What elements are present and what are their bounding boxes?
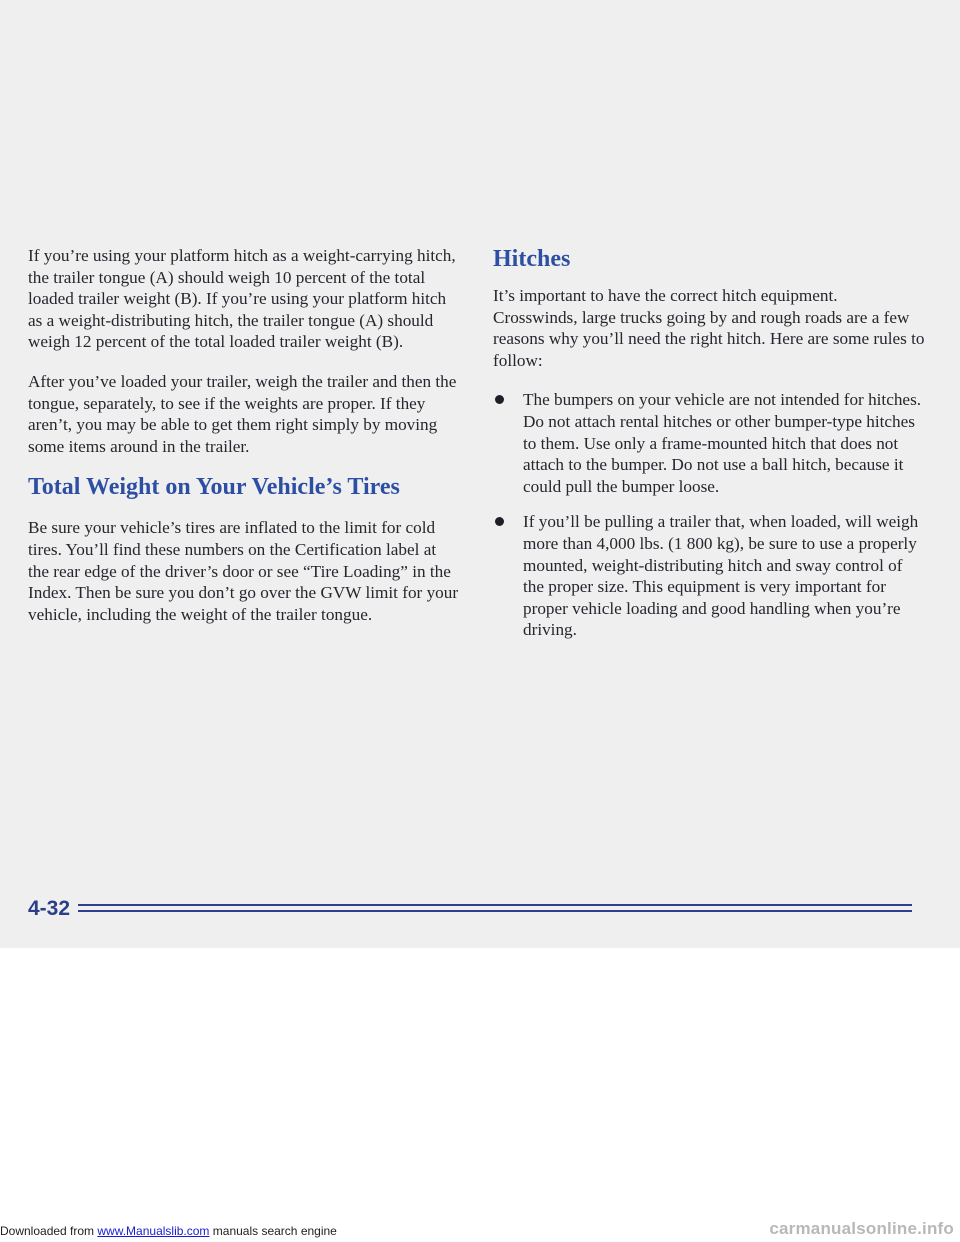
right-column (493, 245, 925, 655)
list-item (493, 511, 925, 641)
footer-rule-top (78, 904, 912, 906)
hitch-rules-list (493, 389, 925, 641)
paragraph-weigh-trailer: After you’ve loaded your trailer, weigh the trailer and then the tongue, separately, to see if the weights are proper. If they aren’t, you may be able to get them right simply by moving some items around in the trailer. (28, 371, 457, 456)
list-item-text: The bumpers on your vehicle are not intended for hitches. Do not attach rental hitches or other bumper-type hitches to them. Use only a frame-mounted hitch that does not attach to the bumper. Do not use a ball hitch, because it could pull the bumper loose. (523, 390, 922, 496)
list-item (493, 389, 925, 497)
download-source-line (0, 1224, 337, 1238)
paragraph-hitches-intro: It’s important to have the correct hitch equipment. Crosswinds, large trucks going by and rough roads are a few reasons why you’ll need the right hitch. Here are some rules to follow: (493, 286, 925, 370)
list-item-text: If you’ll be pulling a trailer that, when loaded, will weigh more than 4,000 lbs. (1 800 kg), be sure to use a properly mounted, weight-distributing hitch and sway control of the proper size. This equipment is very important for proper vehicle loading and good handling when you’re driving. (523, 512, 919, 640)
footer-rule-bottom (78, 910, 912, 912)
bullet-icon (495, 395, 504, 404)
page-footer (28, 896, 912, 926)
download-suffix: manuals search engine (209, 1224, 337, 1238)
bullet-icon (495, 517, 504, 526)
paragraph-hitch-weight: If you’re using your platform hitch as a weight-carrying hitch, the trailer tongue (A) should weigh 10 percent of the total loaded trailer weight (B). If you’re using your platform hitch as a weight-distributing hitch, the trailer tongue (A) should weigh 12 percent of the total loaded trailer weight (B). (28, 246, 456, 352)
paragraph-tire-inflation: Be sure your vehicle’s tires are inflated to the limit for cold tires. You’ll find these numbers on the Certification label at the rear edge of the driver’s door or see “Tire Loading” in the Index. Then be sure you don’t go over the GVW limit for your vehicle, including the weight of the trailer tongue. (28, 518, 459, 624)
manualslib-link[interactable]: www.Manualslib.com (97, 1224, 210, 1238)
download-prefix: Downloaded from (0, 1224, 98, 1238)
heading-hitches: Hitches (493, 246, 571, 272)
heading-total-weight: Total Weight on Your Vehicle’s Tires (28, 474, 400, 501)
page-number: 4-32 (28, 897, 71, 920)
left-column (28, 245, 460, 643)
site-watermark: carmanualsonline.info (769, 1219, 954, 1238)
